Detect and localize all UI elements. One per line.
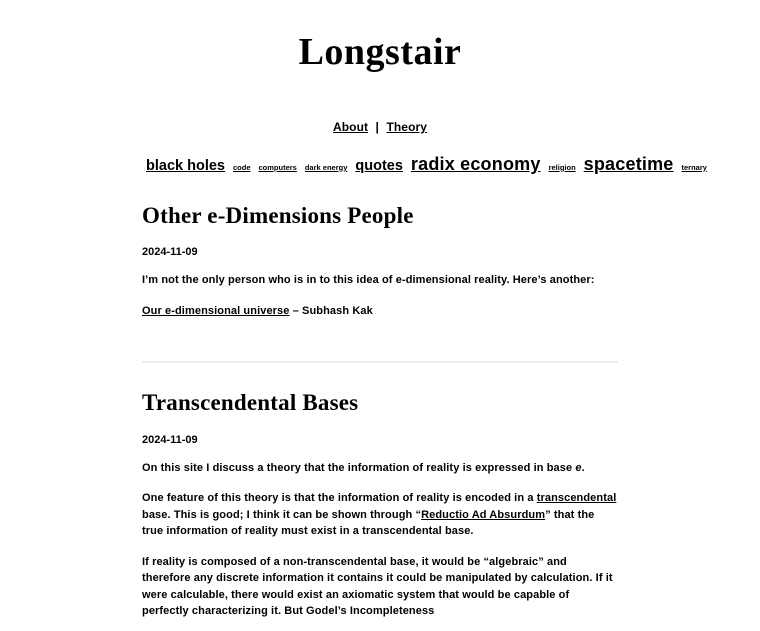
tag-code[interactable]: code [232, 162, 251, 172]
tag-religion[interactable]: religion [548, 162, 576, 172]
post-date: 2024-11-09 [142, 246, 198, 259]
paragraph-text: ” that the true information of reality must exist in a transcendental base. [142, 508, 595, 538]
page [142, 31, 707, 620]
nav-link-about[interactable]: About [332, 119, 369, 134]
post-title: Other e-Dimensions People [142, 202, 414, 228]
paragraph-text: . [581, 461, 585, 474]
post-date: 2024-11-09 [142, 433, 198, 446]
inline-link[interactable]: transcendental [536, 492, 617, 505]
tag-black-holes[interactable]: black holes [146, 157, 225, 174]
post-paragraph [142, 554, 618, 620]
paragraph-text: If reality is composed of a non-transcendental base, it would be “algebraic” and therefore any discrete information it contains it could be manipulated by calculation. If it were calculable, there would exist an axiomatic system that would be capable of perfectly characterizing it. But Godel’s Incompleteness [142, 555, 613, 618]
paragraph-text: I’m not the only person who is in to this idea of e-dimensional reality. Here’s another: [142, 274, 595, 287]
post [142, 389, 618, 620]
tag-cloud [142, 153, 707, 179]
italic-text: e [575, 461, 582, 474]
post-paragraph [142, 303, 618, 320]
tag-dark-energy[interactable]: dark energy [304, 162, 348, 172]
post-divider [142, 361, 618, 363]
post-paragraph [142, 490, 618, 540]
paragraph-text: – Subhash Kak [289, 304, 373, 317]
inline-link[interactable]: Reductio Ad Absurdum [421, 508, 546, 521]
tag-ternary[interactable]: ternary [681, 162, 707, 172]
paragraph-text: One feature of this theory is that the information of reality is encoded in a [142, 492, 537, 505]
tag-computers[interactable]: computers [258, 162, 297, 172]
post-title: Transcendental Bases [142, 390, 359, 416]
nav-link-theory[interactable]: Theory [386, 119, 428, 134]
post [142, 202, 618, 320]
paragraph-text: base. This is good; I think it can be shown through “ [142, 508, 422, 521]
post-paragraph [142, 272, 618, 289]
site-title: Longstair [298, 31, 462, 73]
nav-separator: | [375, 119, 379, 134]
tag-spacetime[interactable]: spacetime [583, 153, 674, 174]
post-paragraph [142, 460, 618, 477]
post-list [142, 202, 618, 620]
site-nav [142, 120, 618, 134]
tag-quotes[interactable]: quotes [355, 157, 403, 174]
tag-radix-economy[interactable]: radix economy [410, 153, 541, 174]
inline-link[interactable]: Our e-dimensional universe [142, 304, 290, 317]
site-header [142, 31, 707, 179]
paragraph-text: On this site I discuss a theory that the information of reality is expressed in base [142, 461, 576, 474]
